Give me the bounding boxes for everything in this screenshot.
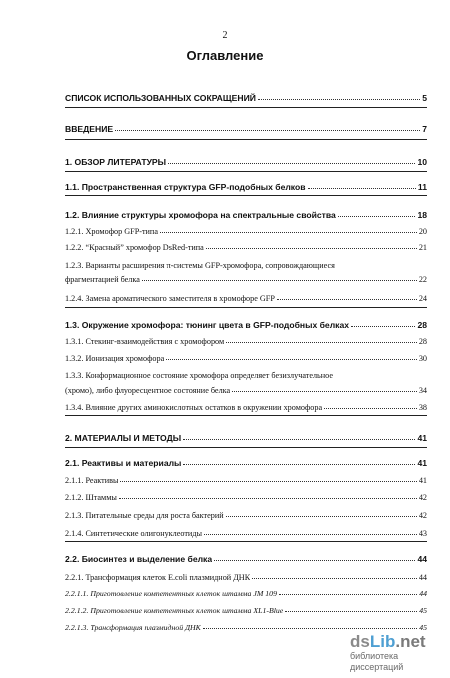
page-title: Оглавление [186,48,264,63]
toc-entry: ВВЕДЕНИЕ 7 [65,124,427,134]
toc-entry: 2.1.2. Штаммы 42 [65,493,427,502]
separator-line [65,307,427,308]
toc-entry: 2. МАТЕРИАЛЫ И МЕТОДЫ 41 [65,433,427,443]
toc-entry: 2.1.1. Реактивы 41 [65,476,427,485]
toc-entry: 1.2.2. “Красный” хромофор DsRed-типа 21 [65,243,427,252]
toc-entry: 1.1. Пространственная структура GFP-подобных белков 11 [65,182,427,192]
toc-entry: 2.1. Реактивы и материалы 41 [65,458,427,468]
toc-entry: 1. ОБЗОР ЛИТЕРАТУРЫ 10 [65,157,427,167]
toc-entry: 1.2.3. Варианты расширения π-системы GFP-хромофора, сопровождающиеся [65,261,335,270]
toc-entry: 1.3.2. Ионизация хромофора 30 [65,354,427,363]
toc-entry: 1.2.1. Хромофор GFP-типа 20 [65,227,427,236]
separator-line [65,415,427,416]
toc-entry: 1.3. Окружение хромофора: тюнинг цвета в GFP-подобных белках 28 [65,320,427,330]
toc-entry: 1.3.3. Конформационное состояние хромофора определяет безизлучательное [65,371,333,380]
toc-entry: 2.2.1.1. Приготовление компетентных клеток штамма JM 109 44 [65,589,427,598]
toc-entry: СПИСОК ИСПОЛЬЗОВАННЫХ СОКРАЩЕНИЙ 5 [65,93,427,103]
page-number: 2 [222,30,228,41]
toc-entry: 1.3.1. Стекинг-взаимодействия с хромофором 28 [65,337,427,346]
toc-entry: 2.1.3. Питательные среды для роста бактерий 42 [65,511,427,520]
separator-line [65,139,427,140]
toc-entry: 2.2.1.2. Приготовление компетентных клеток штамма XL1-Blue 45 [65,606,427,615]
toc-entry: 1.2.4. Замена ароматического заместителя в хромофоре GFP 24 [65,294,427,303]
separator-line [65,171,427,172]
toc-entry: 2.2. Биосинтез и выделение белка 44 [65,554,427,564]
toc-entry: 1.2. Влияние структуры хромофора на спектральные свойства 18 [65,210,427,220]
toc-entry: 2.1.4. Синтетические олигонуклеотиды 43 [65,529,427,538]
toc-entry: фрагментацией белка 22 [65,275,427,284]
separator-line [65,195,427,196]
dslib-watermark [350,633,450,673]
separator-line [65,447,427,448]
toc-entry: 1.3.4. Влияние других аминокислотных остатков в окружении хромофора 38 [65,403,427,412]
toc-entry: (хромо), либо флуоресцентное состояние белка 34 [65,386,427,395]
toc-entry: 2.2.1. Трансформация клеток E.coli плазмидной ДНК 44 [65,573,427,582]
separator-line [65,541,427,542]
toc-entry: 2.2.1.3. Трансформация плазмидной ДНК 45 [65,623,427,632]
dslib-logo: dsLib.net [350,632,426,651]
watermark-caption: библиотека диссертаций [350,651,404,672]
separator-line [65,107,427,108]
